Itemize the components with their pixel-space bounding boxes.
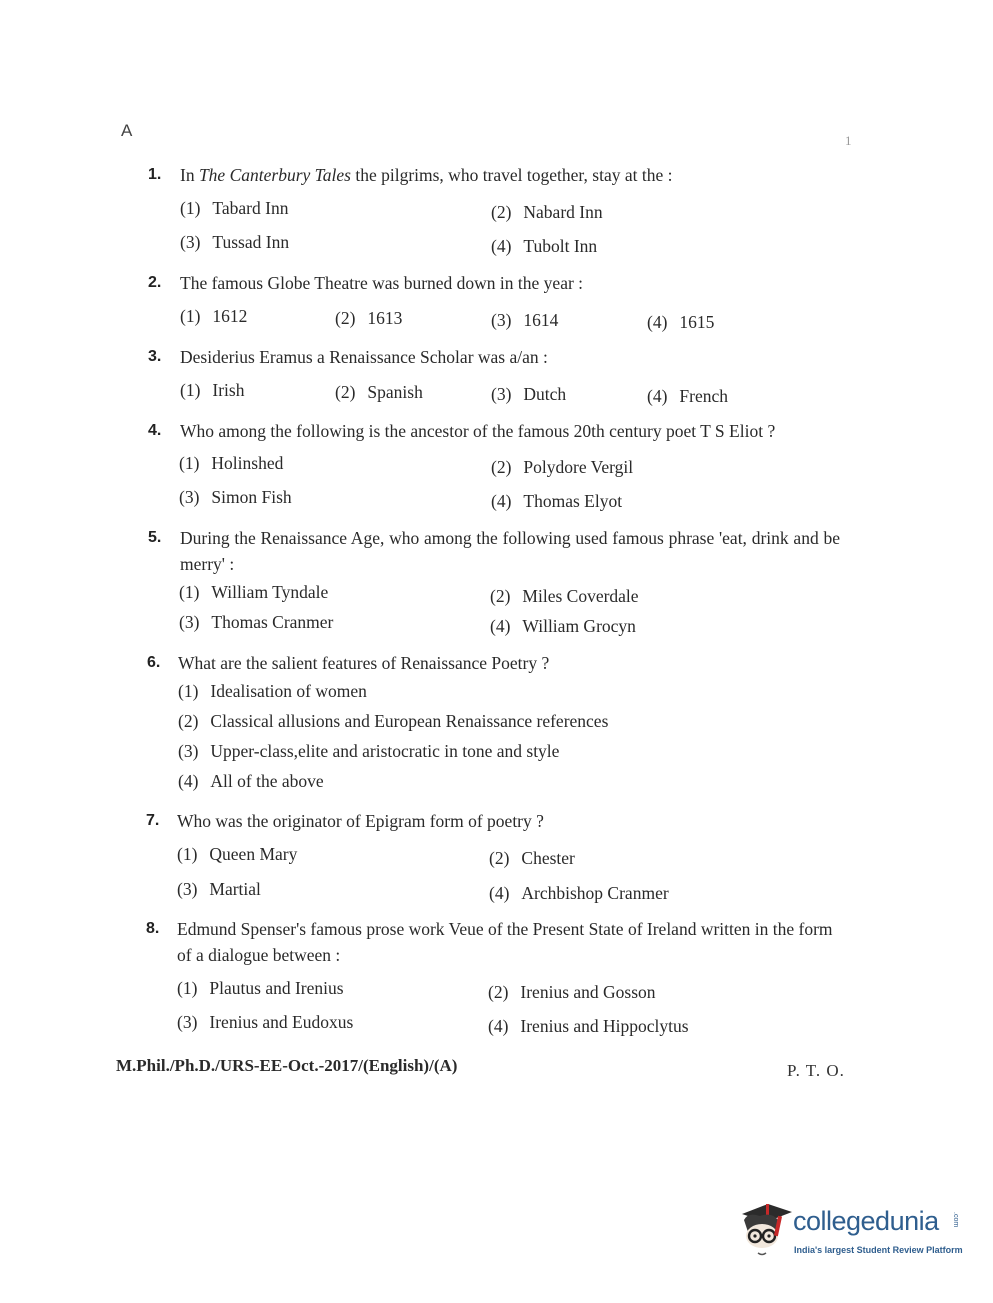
question-2 bbox=[148, 270, 848, 296]
option-2: (2) 1613 bbox=[335, 308, 403, 328]
logo-tagline: India's largest Student Review Platform bbox=[794, 1245, 963, 1255]
option-3: (3) Irenius and Eudoxus bbox=[177, 1012, 354, 1032]
paper-code: M.Phil./Ph.D./URS-EE-Oct.-2017/(English)/(A) bbox=[116, 1056, 458, 1075]
question-number: 5. bbox=[148, 529, 162, 546]
option-1: (1) Tabard Inn bbox=[180, 198, 289, 218]
question-number: 2. bbox=[148, 274, 162, 291]
option-4: (4) French bbox=[647, 386, 729, 406]
option-4: (4) Tubolt Inn bbox=[491, 236, 598, 256]
question-text: Who was the originator of Epigram form of poetry ? bbox=[177, 811, 544, 831]
option-1: (1) Irish bbox=[180, 380, 245, 400]
question-number: 4. bbox=[148, 422, 162, 439]
option-4: (4) Archbishop Cranmer bbox=[489, 883, 669, 903]
book-title: The Canterbury Tales bbox=[198, 165, 351, 185]
question-5 bbox=[148, 525, 840, 577]
question-8 bbox=[146, 916, 838, 968]
option-2: (2) Irenius and Gosson bbox=[488, 982, 656, 1002]
question-text: What are the salient features of Renaissance Poetry ? bbox=[178, 653, 550, 673]
question-number: 8. bbox=[146, 920, 160, 937]
page-number: 1 bbox=[845, 133, 852, 148]
question-3 bbox=[148, 344, 848, 370]
option-1: (1) Plautus and Irenius bbox=[177, 978, 344, 998]
option-3: (3) Dutch bbox=[491, 384, 567, 404]
question-7 bbox=[146, 808, 846, 834]
option-2: (2) Classical allusions and European Renaissance references bbox=[178, 711, 609, 731]
option-3: (3) Simon Fish bbox=[179, 487, 292, 507]
option-3: (3) Thomas Cranmer bbox=[179, 612, 334, 632]
question-text: In The Canterbury Tales the pilgrims, who travel together, stay at the : bbox=[180, 165, 673, 185]
option-4: (4) All of the above bbox=[178, 771, 324, 791]
option-3: (3) 1614 bbox=[491, 310, 559, 330]
student-mascot-icon bbox=[736, 1198, 796, 1258]
question-number: 1. bbox=[148, 166, 162, 183]
question-text: Who among the following is the ancestor of the famous 20th century poet T S Eliot ? bbox=[180, 421, 776, 441]
option-1: (1) 1612 bbox=[180, 306, 248, 326]
option-4: (4) 1615 bbox=[647, 312, 715, 332]
question-6 bbox=[147, 650, 847, 676]
question-number: 3. bbox=[148, 348, 162, 365]
option-2: (2) Miles Coverdale bbox=[490, 586, 639, 606]
collegedunia-logo[interactable] bbox=[736, 1198, 966, 1268]
option-4: (4) William Grocyn bbox=[490, 616, 636, 636]
option-2: (2) Chester bbox=[489, 848, 575, 868]
option-3: (3) Tussad Inn bbox=[180, 232, 290, 252]
question-number: 6. bbox=[147, 654, 161, 671]
option-3: (3) Upper-class,elite and aristocratic in tone and style bbox=[178, 741, 560, 761]
option-1: (1) Idealisation of women bbox=[178, 681, 367, 701]
question-4 bbox=[148, 418, 848, 444]
question-text: The famous Globe Theatre was burned down in the year : bbox=[180, 273, 584, 293]
option-4: (4) Thomas Elyot bbox=[491, 491, 623, 511]
pto-label: P. T. O. bbox=[787, 1061, 845, 1080]
logo-suffix: .com bbox=[952, 1212, 959, 1228]
option-3: (3) Martial bbox=[177, 879, 261, 899]
series-label: A bbox=[121, 121, 133, 140]
option-2: (2) Spanish bbox=[335, 382, 423, 402]
option-2: (2) Polydore Vergil bbox=[491, 457, 634, 477]
option-2: (2) Nabard Inn bbox=[491, 202, 603, 222]
logo-wordmark: collegedunia bbox=[793, 1206, 939, 1236]
question-1 bbox=[148, 162, 848, 188]
question-text: Edmund Spenser's famous prose work Veue of the Present State of Ireland written in the form of a dialogue between : bbox=[177, 919, 833, 965]
question-number: 7. bbox=[146, 812, 160, 829]
option-1: (1) Holinshed bbox=[179, 453, 284, 473]
question-text: Desiderius Eramus a Renaissance Scholar was a/an : bbox=[180, 347, 548, 367]
option-1: (1) William Tyndale bbox=[179, 582, 329, 602]
option-4: (4) Irenius and Hippoclytus bbox=[488, 1016, 689, 1036]
question-text: During the Renaissance Age, who among the following used famous phrase 'eat, drink and be merry' : bbox=[180, 528, 840, 574]
option-1: (1) Queen Mary bbox=[177, 844, 298, 864]
